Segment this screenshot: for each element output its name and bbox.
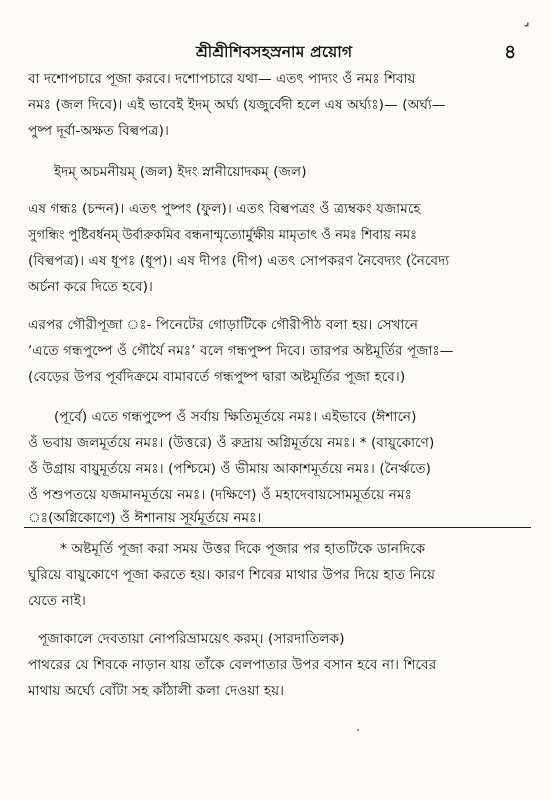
text-line bbox=[0, 92, 551, 118]
line-text: যেতে নাই। bbox=[28, 593, 86, 609]
text-line bbox=[0, 196, 551, 222]
text-line bbox=[0, 456, 551, 482]
running-title: শ্রীশ্রীশিবসহস্রনাম প্রয়োগ bbox=[196, 43, 353, 61]
line-text: ঃ(অগ্নিকোণে) ওঁ ঈশানায় সূর্যমূর্তয়ে নমঃ। bbox=[28, 510, 262, 526]
line-text: ‘এতে গন্ধপুষ্পে ওঁ গৌর্যৈ নমঃ’ বলে গন্ধপুষ্প দিবে। তারপর অষ্টমূর্তির পূজাঃ— bbox=[28, 343, 454, 359]
line-text: * অষ্টমূর্তি পূজা করা সময় উত্তর দিকে পূজার পর হাতটিকে ডানদিকে bbox=[60, 541, 426, 557]
page-header bbox=[0, 40, 551, 64]
text-line bbox=[0, 364, 551, 390]
line-text: (পূর্বে) এতে গন্ধপুষ্পে ওঁ সর্বায় ক্ষিতিমূর্তয়ে নমঃ। এইভাবে (ঈশানে) bbox=[54, 409, 417, 425]
text-line bbox=[0, 626, 551, 652]
line-text: পুষ্প দূর্বা-অক্ষত বিল্বপত্র)। bbox=[28, 123, 169, 139]
line-text: মাথায় অর্ঘ্যে বোঁটা সহ কাঁঠালী কলা দেওয়া হয়। bbox=[28, 683, 285, 699]
print-speck bbox=[357, 729, 359, 731]
line-text: বা দশোপচারে পূজা করবে। দশোপচারে যথা— এতৎ পাদ্যং ওঁ নমঃ শিবায় bbox=[28, 71, 416, 87]
text-line bbox=[0, 248, 551, 274]
text-line bbox=[0, 338, 551, 364]
text-line bbox=[0, 222, 551, 248]
page-number: ৪ bbox=[504, 41, 517, 63]
line-text: এষ গন্ধঃ (চন্দন)। এতৎ পুষ্পং (ফুল)। এতৎ বিল্বপত্রং ওঁ ত্র্যম্বকং যজামহে bbox=[28, 201, 421, 217]
line-text: ওঁ ভবায় জলমূর্তয়ে নমঃ। (উত্তরে) ওঁ রুদ্রায় অগ্নিমূর্তয়ে নমঃ। * (বায়ুকোণে) bbox=[28, 435, 435, 451]
section-divider bbox=[24, 527, 531, 528]
text-line bbox=[0, 312, 551, 338]
text-line bbox=[0, 404, 551, 430]
line-text: ইদম্ অচমনীয়ম্ (জল) ইদং স্নানীয়োদকম্ (জল) bbox=[54, 164, 307, 180]
line-text: এরপর গৌরীপূজা ঃ- পিনেটের গোড়াটিকে গৌরীপীঠ বলা হয়। সেখানে bbox=[28, 317, 419, 333]
text-line bbox=[0, 159, 551, 185]
text-line bbox=[0, 66, 551, 92]
text-line bbox=[0, 652, 551, 678]
line-text: ঘুরিয়ে বায়ুকোণে পূজা করতে হয়। কারণ শিবের মাথার উপর দিয়ে হাত নিয়ে bbox=[28, 567, 436, 583]
corner-mark: ⌟ bbox=[524, 14, 530, 28]
line-text: ওঁ পশুপতয়ে যজমানমূর্তয়ে নমঃ। (দক্ষিণে) ওঁ মহাদেবায়সোমমূর্তয়ে নমঃ bbox=[28, 487, 412, 503]
text-line bbox=[0, 536, 551, 562]
text-line bbox=[0, 118, 551, 144]
line-text: ওঁ উগ্রায় বায়ুমূর্তয়ে নমঃ। (পশ্চিমে) ওঁ ভীমায় আকাশমূর্তয়ে নমঃ। (নৈর্ঋতে) bbox=[28, 461, 432, 477]
text-line bbox=[0, 430, 551, 456]
line-text: পাথরের যে শিবকে নাড়ান যায় তাঁকে বেলপাতার উপর বসান হবে না। শিবের bbox=[28, 657, 437, 673]
line-text: (বিল্বপত্র)। এষ ধূপঃ (ধূপ)। এষ দীপঃ (দীপ) এতৎ সোপকরণ নৈবেদ্যং (নৈবেদ্য bbox=[28, 253, 450, 269]
line-text: (বেড়ের উপর পূর্বদিক্রমে বামাবর্তে গন্ধপুষ্প দ্বারা অষ্টমূর্তির পূজা হবে।) bbox=[28, 369, 406, 385]
text-line bbox=[0, 562, 551, 588]
line-text: নমঃ (জল দিবে)। এই ভাবেই ইদম্ অর্ঘ্য (যজুর্বেদী হলে এষ অর্ঘ্যঃ)— (অর্ঘ্য— bbox=[28, 97, 446, 113]
line-text: পূজাকালে দেবতায়া নোপরিভ্রাময়েৎ করম্। (সারদাতিলক) bbox=[38, 631, 345, 647]
line-text: অর্চনা করে দিতে হবে)। bbox=[28, 279, 154, 295]
text-line bbox=[0, 588, 551, 614]
text-line bbox=[0, 678, 551, 704]
text-line bbox=[0, 274, 551, 300]
line-text: সুগন্ধিং পুষ্টিবর্ধনম্ উর্বারুকমিব বন্ধনান্মৃত্যোর্মুক্ষীয় মামৃতাৎ ওঁ নমঃ শিবায় নমঃ bbox=[28, 228, 417, 243]
